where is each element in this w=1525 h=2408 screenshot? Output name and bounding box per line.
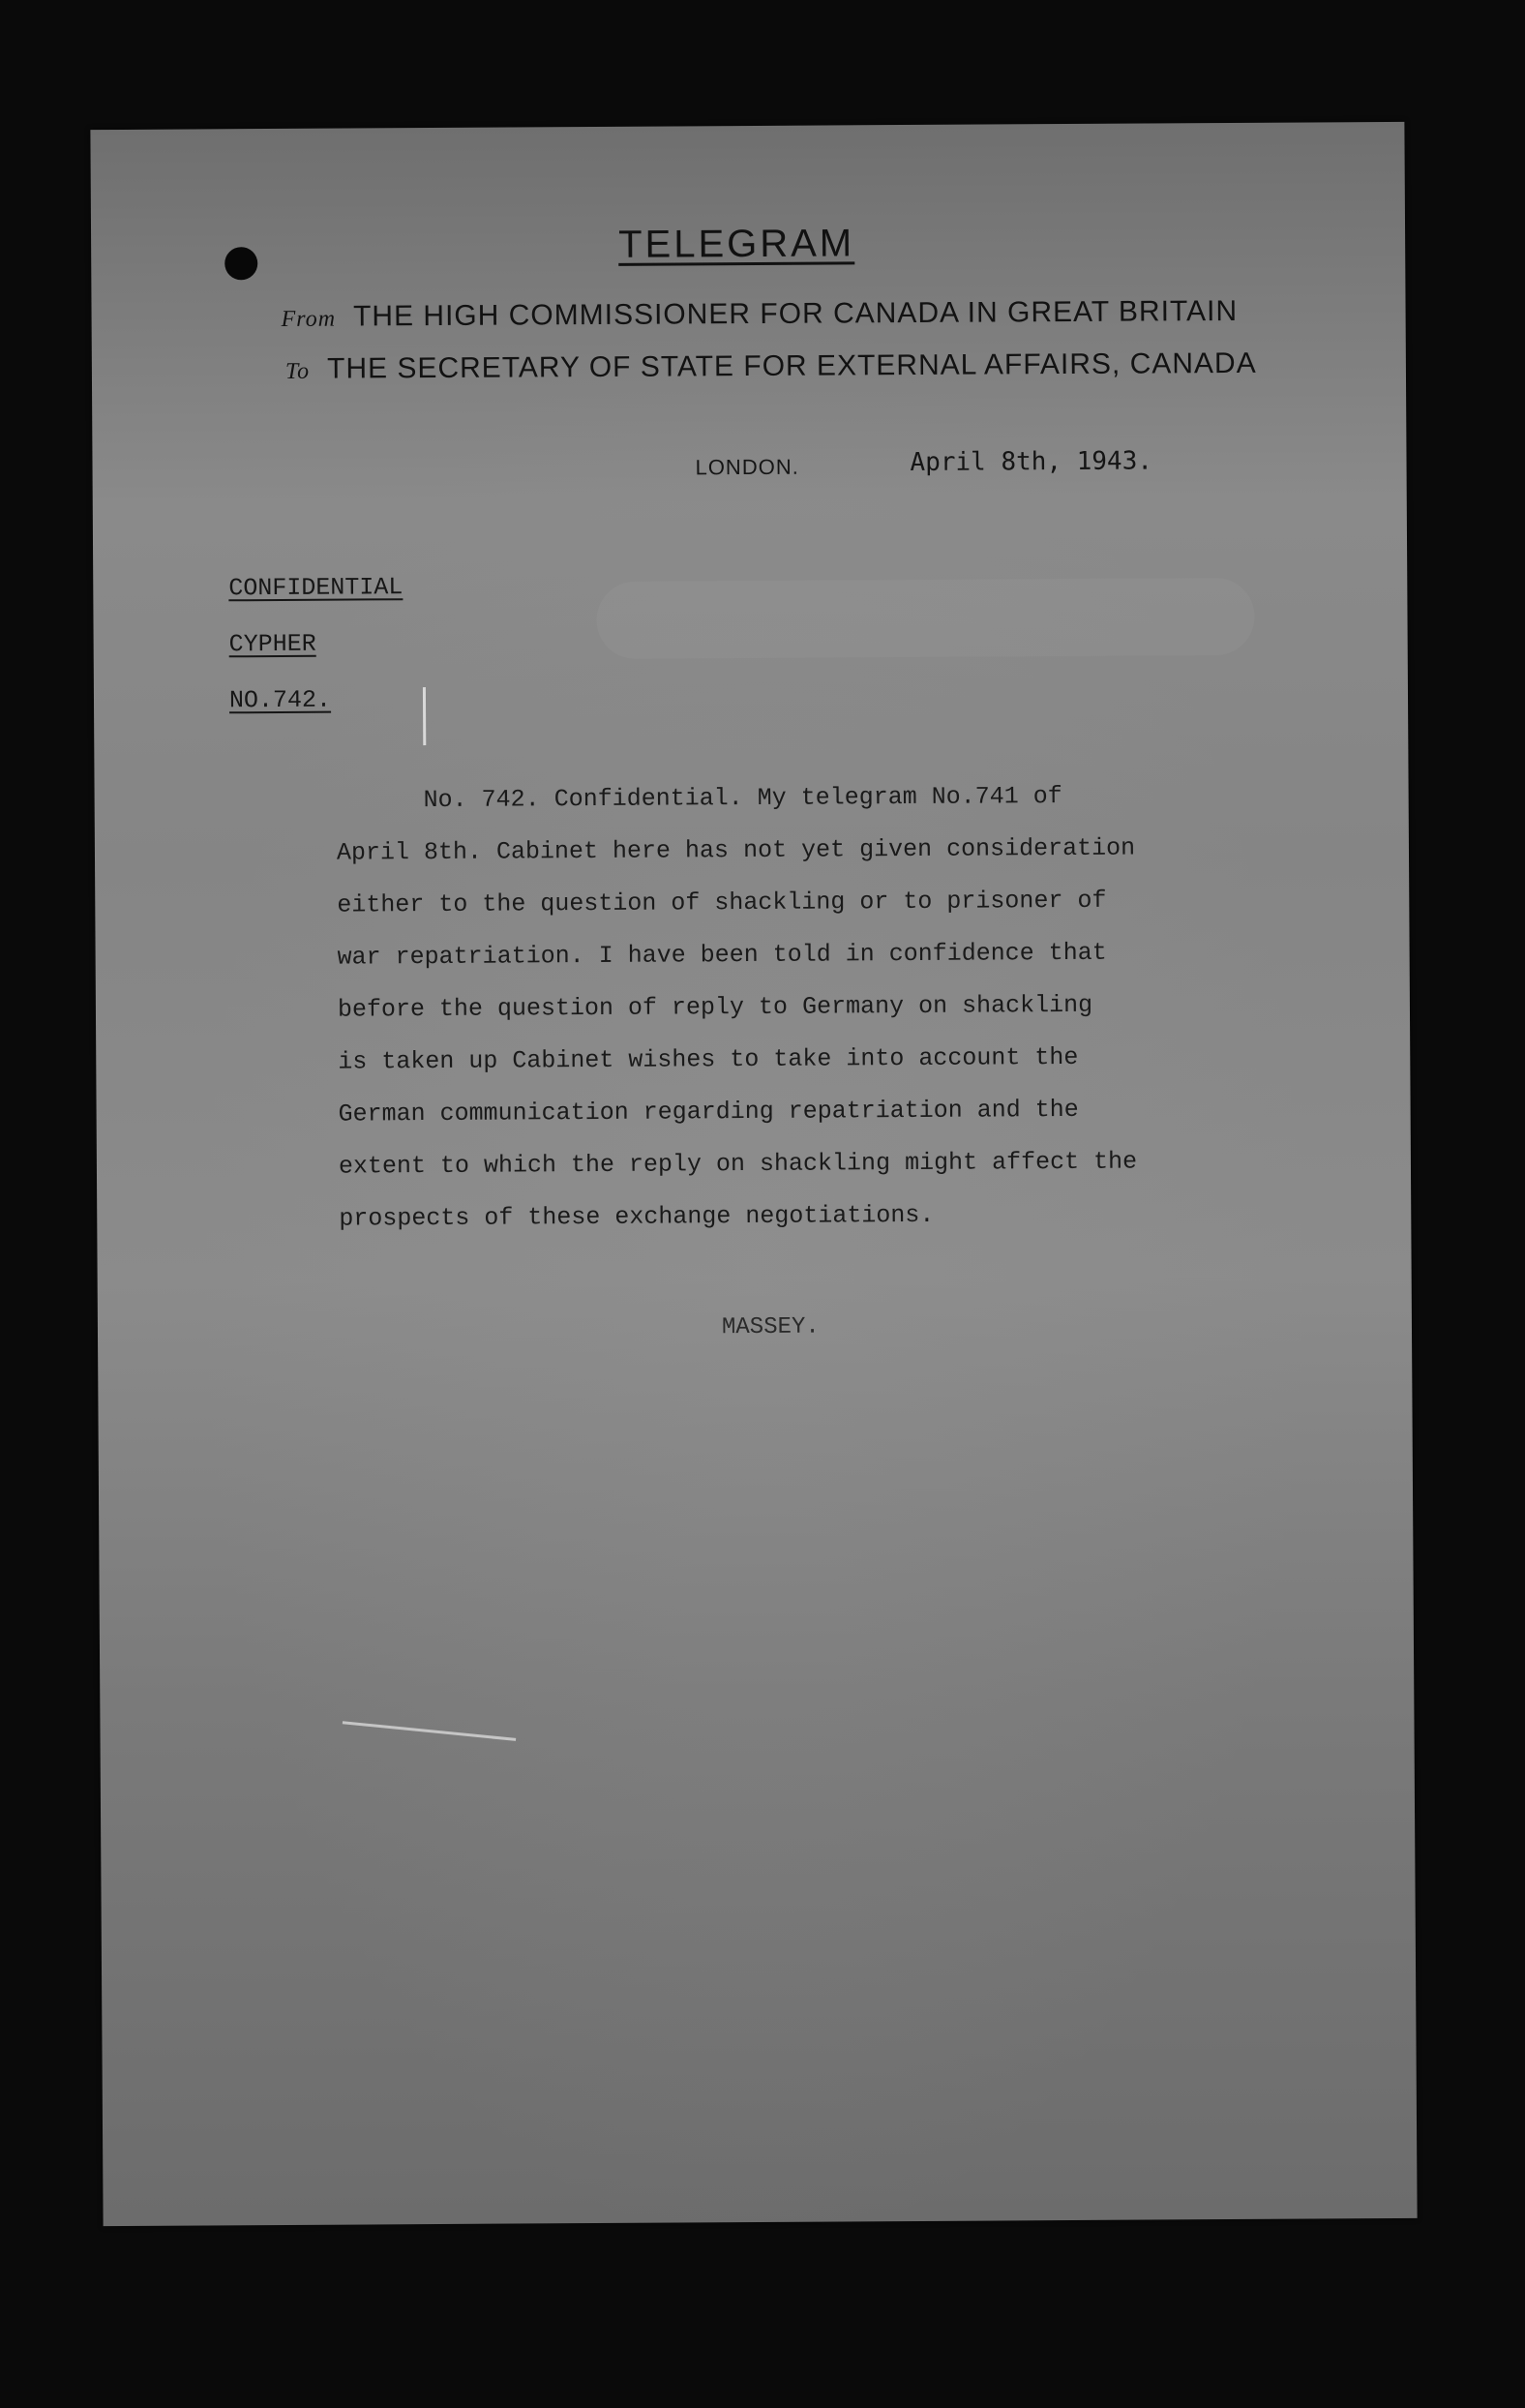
body-line: before the question of reply to Germany on shackling [337, 990, 1093, 1024]
body-line: either to the question of shackling or to prisoner of [337, 886, 1107, 919]
punch-hole-icon [224, 247, 257, 280]
to-label: To [284, 358, 311, 384]
telegram-number-mark: NO.742. [228, 685, 332, 715]
document-title: TELEGRAM [617, 222, 855, 266]
body-line: German communication regarding repatriation and the [338, 1095, 1079, 1129]
scratch-mark [343, 1721, 516, 1741]
body-line: No. 742. Confidential. My telegram No.741 of [423, 782, 1062, 815]
body-line: extent to which the reply on shackling might affect the [338, 1147, 1138, 1181]
telegram-sheet [90, 122, 1417, 2226]
from-label: From [281, 306, 337, 332]
body-line: April 8th. Cabinet here has not yet given consideration [336, 833, 1136, 867]
origin-place: LONDON. [695, 454, 799, 480]
transmission-mark: CYPHER [228, 629, 316, 659]
from-line [281, 295, 1238, 334]
body-line: is taken up Cabinet wishes to take into account the [338, 1042, 1079, 1076]
body-line: prospects of these exchange negotiations. [339, 1200, 935, 1233]
body-line: war repatriation. I have been told in confidence that [337, 938, 1107, 972]
from-text: THE HIGH COMMISSIONER FOR CANADA IN GREAT BRITAIN [352, 294, 1239, 333]
to-line [285, 347, 1257, 386]
signature: MASSEY. [721, 1313, 820, 1341]
cursor-tick [423, 687, 426, 745]
telegram-date: April 8th, 1943. [910, 446, 1153, 477]
telegram-body [336, 769, 1306, 1246]
classification-mark: CONFIDENTIAL [228, 573, 404, 603]
to-text: THE SECRETARY OF STATE FOR EXTERNAL AFFAIRS, CANADA [326, 346, 1257, 385]
faded-stamp [596, 578, 1254, 659]
